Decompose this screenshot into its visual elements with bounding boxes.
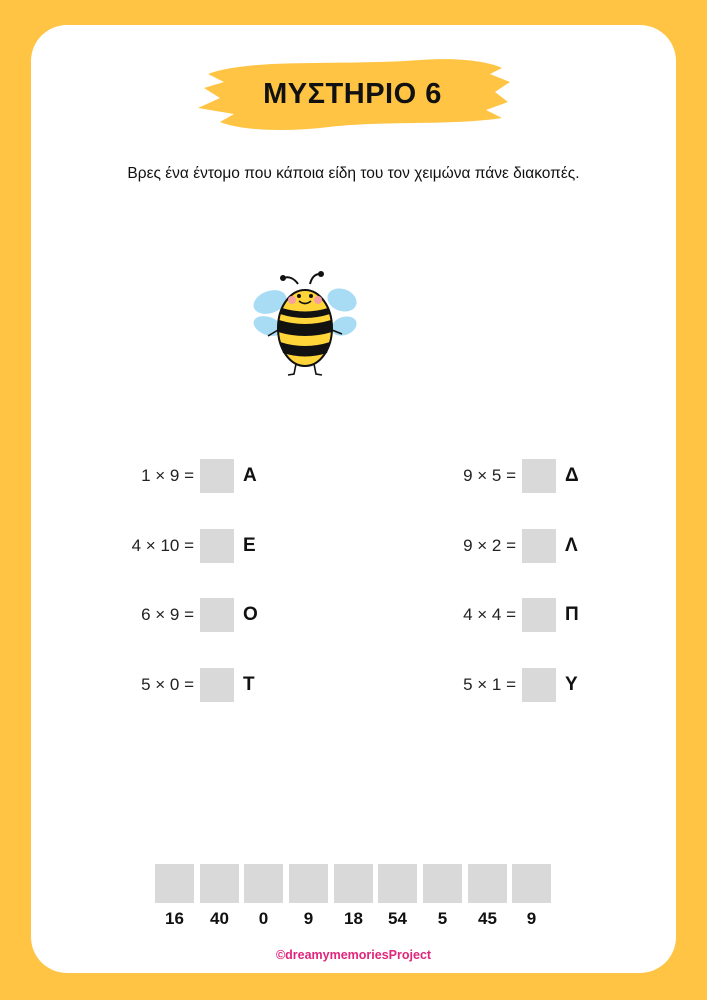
answer-cell	[289, 864, 328, 929]
answer-letter-box[interactable]	[289, 864, 328, 903]
equation-letter: Δ	[565, 465, 579, 486]
equation-text: 1 × 9 =	[141, 466, 194, 485]
equation-text: 5 × 1 =	[463, 675, 516, 694]
answer-letter-box[interactable]	[468, 864, 507, 903]
answer-code-number: 45	[478, 909, 497, 928]
answer-code-number: 54	[388, 909, 407, 928]
equation-letter: Λ	[565, 535, 578, 556]
title-banner	[190, 52, 515, 136]
equation-row	[446, 529, 587, 563]
answer-box[interactable]	[200, 668, 234, 702]
equation-text: 5 × 0 =	[141, 675, 194, 694]
equation-text: 4 × 4 =	[463, 605, 516, 624]
instruction-text: Βρες ένα έντομο που κάποια είδη του τον χειμώνα πάνε διακοπές.	[127, 165, 580, 182]
answer-code-number: 18	[344, 909, 363, 928]
equation-row	[446, 598, 587, 632]
answer-letter-box[interactable]	[378, 864, 417, 903]
answer-cell	[200, 864, 239, 929]
answer-cell	[378, 864, 417, 929]
answer-code-number: 9	[303, 909, 314, 928]
equation-text: 9 × 5 =	[463, 466, 516, 485]
answer-cell	[512, 864, 551, 929]
answer-box[interactable]	[200, 529, 234, 563]
answer-box[interactable]	[522, 459, 556, 493]
answer-code-number: 9	[526, 909, 537, 928]
equation-letter: Υ	[565, 674, 578, 695]
answer-code-number: 5	[437, 909, 448, 928]
equation-row	[124, 668, 265, 702]
page-title: ΜΥΣΤΗΡΙΟ 6	[263, 77, 442, 110]
answer-letter-box[interactable]	[200, 864, 239, 903]
answer-letter-box[interactable]	[244, 864, 283, 903]
equation-letter: Ο	[243, 604, 258, 625]
equation-letter: Ε	[243, 535, 256, 556]
equation-row	[124, 529, 265, 563]
answer-box[interactable]	[200, 598, 234, 632]
answer-cell	[334, 864, 373, 929]
equation-letter: Α	[243, 465, 257, 486]
answer-box[interactable]	[522, 668, 556, 702]
answer-letter-box[interactable]	[512, 864, 551, 903]
bee-icon	[250, 270, 360, 385]
answer-letter-box[interactable]	[334, 864, 373, 903]
answer-letter-box[interactable]	[423, 864, 462, 903]
answer-cell	[468, 864, 507, 929]
answer-code-number: 16	[165, 909, 184, 928]
answer-code-number: 40	[210, 909, 229, 928]
credit-text: ©dreamymemoriesProject	[275, 948, 432, 962]
answer-letter-box[interactable]	[155, 864, 194, 903]
equation-row	[446, 459, 587, 493]
equation-row	[124, 459, 265, 493]
equation-text: 6 × 9 =	[141, 605, 194, 624]
answer-cell	[155, 864, 194, 929]
answer-box[interactable]	[200, 459, 234, 493]
equation-letter: Τ	[243, 674, 255, 695]
equation-text: 9 × 2 =	[463, 536, 516, 555]
answer-code-number: 0	[258, 909, 269, 928]
equation-letter: Π	[565, 604, 579, 625]
answer-cell	[244, 864, 283, 929]
equation-text: 4 × 10 =	[131, 536, 194, 555]
answer-box[interactable]	[522, 529, 556, 563]
equation-row	[124, 598, 265, 632]
equation-row	[446, 668, 587, 702]
answer-box[interactable]	[522, 598, 556, 632]
answer-cell	[423, 864, 462, 929]
